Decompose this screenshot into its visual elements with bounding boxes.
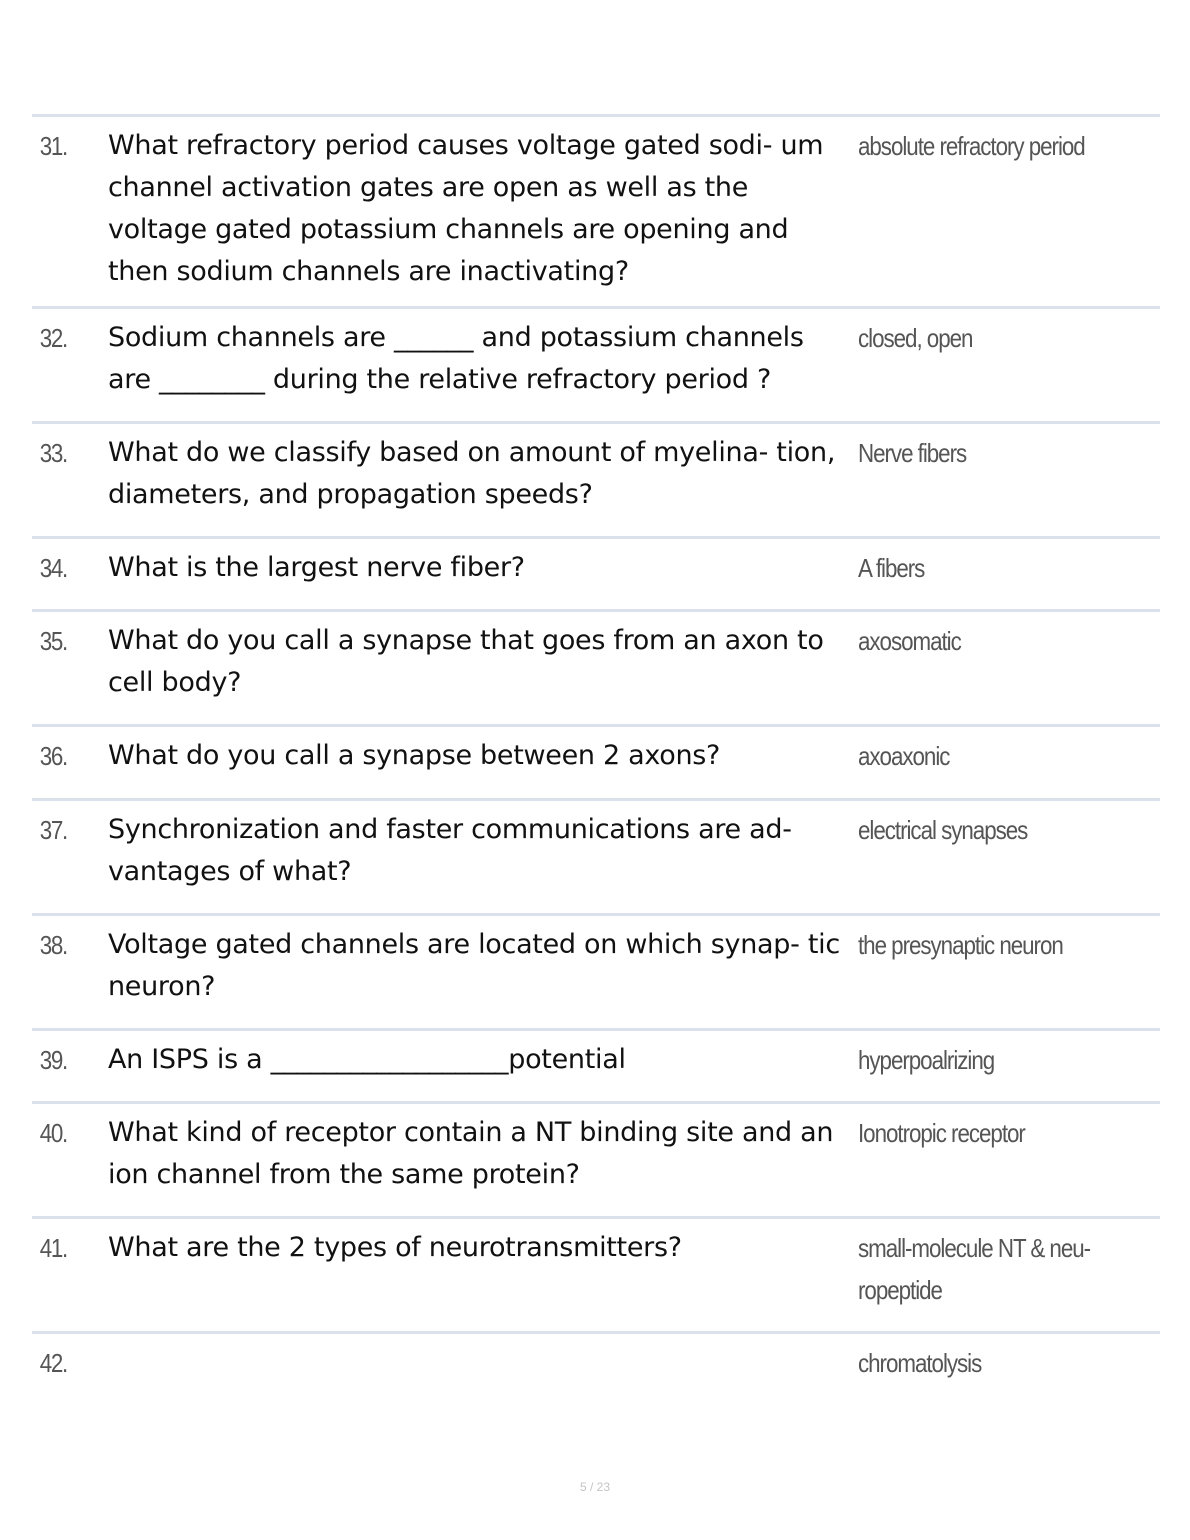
list-item (32, 913, 1160, 1028)
item-number: 38. (39, 930, 67, 960)
item-number: 33. (39, 438, 67, 468)
item-answer-text: electrical synapses (858, 815, 1028, 845)
page-indicator: 5 / 23 (579, 1480, 611, 1494)
item-answer-text: small-molecule NT & neu- ropeptide (858, 1233, 1091, 1305)
item-number: 35. (39, 626, 67, 656)
item-answer (858, 309, 1160, 421)
item-answer (858, 801, 1160, 913)
item-answer (858, 539, 1160, 609)
item-number: 32. (39, 323, 67, 353)
item-question: What is the largest nerve fiber? (108, 552, 525, 583)
item-number: 37. (39, 815, 67, 845)
item-question: What do you call a synapse that goes from an axon to cell body? (108, 625, 824, 698)
item-number: 34. (39, 553, 67, 583)
list-item (32, 1101, 1160, 1216)
flashcard-list (32, 114, 1160, 1404)
item-answer (858, 916, 1160, 1028)
list-item (32, 421, 1160, 536)
list-item (32, 1331, 1160, 1404)
item-answer-text: the presynaptic neuron (858, 930, 1063, 960)
item-answer-text: axoaxonic (858, 741, 950, 771)
item-answer-text: hyperpoalrizing (858, 1045, 995, 1075)
item-number: 31. (39, 131, 67, 161)
item-number: 42. (39, 1348, 67, 1378)
item-question: Sodium channels are ______ and potassium channels are ________ during the relative refractory period ? (108, 322, 804, 395)
item-question: An ISPS is a __________________potential (108, 1044, 626, 1075)
item-answer-text: chromatolysis (858, 1348, 982, 1378)
item-question: Synchronization and faster communications are ad- vantages of what? (108, 814, 792, 887)
item-question: Voltage gated channels are located on which synap- tic neuron? (108, 929, 840, 1002)
list-item (32, 1216, 1160, 1331)
list-item (32, 1028, 1160, 1101)
item-answer-text: closed, open (858, 323, 973, 353)
item-answer (858, 727, 1160, 798)
item-answer-text: Nerve fibers (858, 438, 967, 468)
item-answer-text: axosomatic (858, 626, 961, 656)
item-answer (858, 1334, 1160, 1404)
list-item (32, 609, 1160, 724)
list-item (32, 114, 1160, 306)
item-answer (858, 1219, 1160, 1331)
item-number: 40. (39, 1118, 67, 1148)
item-answer-text: absolute refractory period (858, 131, 1085, 161)
item-answer (858, 1031, 1160, 1101)
item-answer (858, 117, 1160, 306)
item-question: What are the 2 types of neurotransmitters? (108, 1232, 682, 1263)
item-answer (858, 1104, 1160, 1216)
list-item (32, 798, 1160, 913)
list-item (32, 306, 1160, 421)
item-question: What do you call a synapse between 2 axons? (108, 740, 721, 771)
item-number: 41. (39, 1233, 67, 1263)
list-item (32, 724, 1160, 798)
item-question (108, 1334, 858, 1404)
item-answer-text: Ionotropic receptor (858, 1118, 1025, 1148)
item-question: What do we classify based on amount of myelina- tion, diameters, and propagation speeds? (108, 437, 836, 510)
item-question: What refractory period causes voltage gated sodi- um channel activation gates are open as well as the voltage gated potassium channels are opening and then sodium channels are inactivating? (108, 130, 824, 287)
item-answer (858, 424, 1160, 536)
item-answer (858, 612, 1160, 724)
item-number: 39. (39, 1045, 67, 1075)
list-item (32, 536, 1160, 609)
item-number: 36. (39, 741, 67, 771)
item-answer-text: A fibers (858, 553, 925, 583)
item-question: What kind of receptor contain a NT binding site and an ion channel from the same protein? (108, 1117, 834, 1190)
